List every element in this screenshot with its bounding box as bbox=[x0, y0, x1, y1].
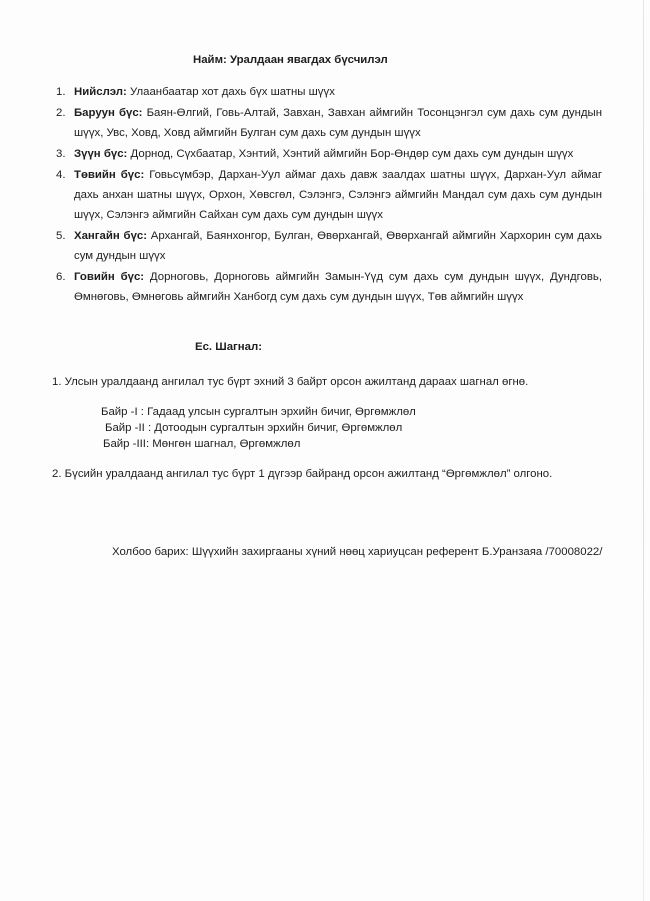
list-item bbox=[56, 144, 602, 164]
region-text: Баян-Өлгий, Говь-Алтай, Завхан, Завхан аймгийн Тосонцэнгэл сум дахь сум дундын шүүх, Увс, Ховд, Ховд аймгийн Булган сум дахь сум дундын шүүх bbox=[74, 107, 602, 139]
scan-edge bbox=[643, 0, 644, 901]
place-first: Байр -I : Гадаад улсын сургалтын эрхийн бичиг, Өргөмжлөл bbox=[101, 406, 416, 418]
award-regional: 2. Бүсийн уралдаанд ангилал тус бүрт 1 дүгээр байранд орсон ажилтанд “Өргөмжлөл” олгоно. bbox=[52, 468, 553, 480]
list-item bbox=[56, 165, 602, 225]
place-second: Байр -II : Дотоодын сургалтын эрхийн бичиг, Өргөмжлөл bbox=[105, 422, 403, 434]
list-item-number: 1. bbox=[56, 86, 66, 98]
region-name: Зүүн бүс: bbox=[74, 148, 128, 160]
place-third: Байр -III: Мөнгөн шагнал, Өргөмжлөл bbox=[103, 438, 301, 450]
regions-list bbox=[56, 82, 602, 308]
region-text: Дорноговь, Дорноговь аймгийн Замын-Үүд сум дахь сум дундын шүүх, Дундговь, Өмнөговь, Өмнөговь аймгийн Ханбогд сум дахь сум дундын шүүх, Төв аймгийн шүүх bbox=[74, 271, 602, 303]
list-item bbox=[56, 226, 602, 266]
list-item-number: 4. bbox=[56, 169, 66, 181]
region-text: Дорнод, Сүхбаатар, Хэнтий, Хэнтий аймгийн Бор-Өндөр сум дахь сум дундын шүүх bbox=[127, 148, 574, 160]
list-item bbox=[56, 267, 602, 307]
region-name: Баруун бүс: bbox=[74, 107, 143, 119]
award-national: 1. Улсын уралдаанд ангилал тус бүрт эхний 3 байрт орсон ажилтанд дараах шагнал өгнө. bbox=[52, 376, 529, 388]
list-item bbox=[56, 103, 602, 143]
region-name: Говийн бүс: bbox=[74, 271, 145, 283]
region-text: Улаанбаатар хот дахь бүх шатны шүүх bbox=[126, 86, 335, 98]
region-text: Архангай, Баянхонгор, Булган, Өвөрхангай, Өвөрхангай аймгийн Хархорин сум дахь сум дундын шүүх bbox=[74, 230, 602, 262]
list-item-number: 6. bbox=[56, 271, 66, 283]
region-text: Говьсүмбэр, Дархан-Уул аймаг дахь давж заалдах шатны шүүх, Дархан-Уул аймаг дахь анхан шатны шүүх, Орхон, Хөвсгөл, Сэлэнгэ, Сэлэнгэ аймгийн Мандал сум дахь сум дундын шүүх, Сэлэнгэ аймгийн Сайхан сум дахь сум дундын шүүх bbox=[74, 169, 602, 221]
region-name: Төвийн бүс: bbox=[74, 169, 145, 181]
list-item bbox=[56, 82, 602, 102]
section-title-awards: Ес. Шагнал: bbox=[195, 341, 263, 353]
region-name: Нийслэл: bbox=[74, 86, 127, 98]
list-item-number: 2. bbox=[56, 107, 66, 119]
list-item-number: 3. bbox=[56, 148, 66, 160]
list-item-number: 5. bbox=[56, 230, 66, 242]
section-title-regions: Найм: Уралдаан явагдах бүсчилэл bbox=[193, 54, 388, 66]
region-name: Хангайн бүс: bbox=[74, 230, 148, 242]
contact-info: Холбоо барих: Шүүхийн захиргааны хүний нөөц хариуцсан референт Б.Уранзаяа /70008022/ bbox=[112, 546, 603, 558]
